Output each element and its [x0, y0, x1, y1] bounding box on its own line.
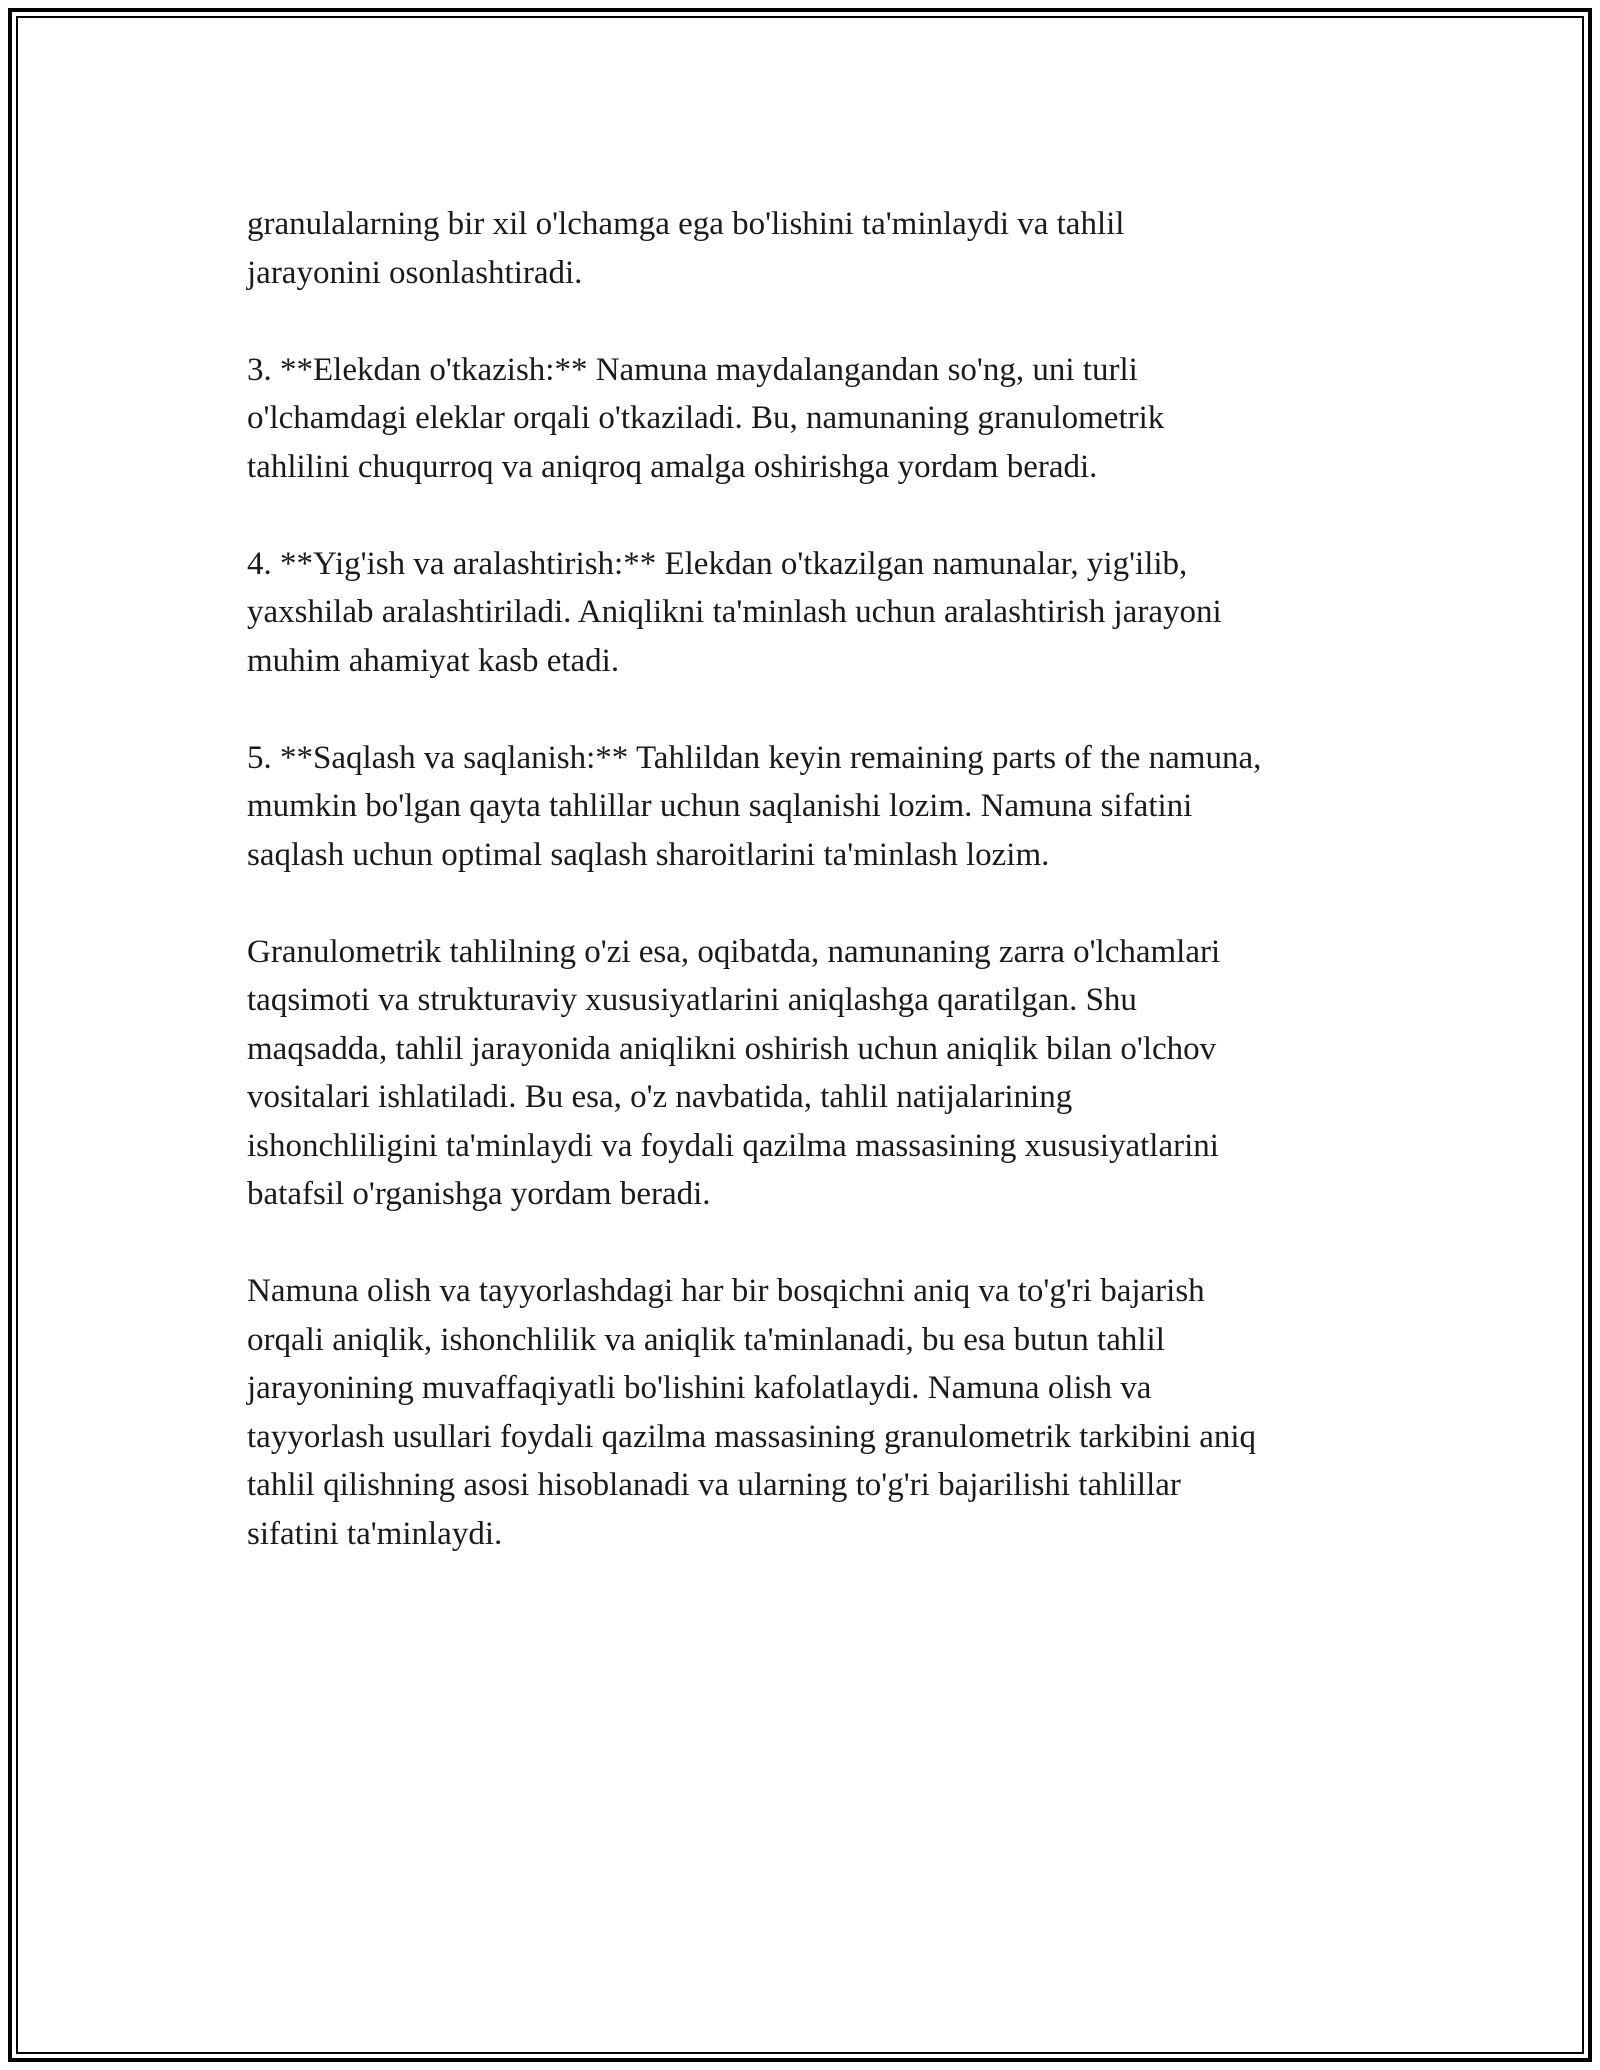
paragraph-granulometric-analysis	[247, 928, 1387, 1219]
text-line: jarayonini osonlashtiradi.	[247, 254, 583, 291]
paragraph-step-5-storage	[247, 734, 1387, 880]
text-line: Namuna olish va tayyorlashdagi har bir bosqichni aniq va to'g'ri bajarish	[247, 1273, 1205, 1309]
text-line: 3. **Elekdan o'tkazish:** Namuna maydalangandan so'ng, uni turli	[247, 351, 1138, 388]
text-line: sifatini ta'minlaydi.	[247, 1515, 503, 1552]
text-line: vositalari ishlatiladi. Bu esa, o'z navbatida, tahlil natijalarining	[247, 1079, 1073, 1115]
page-frame	[8, 8, 1592, 2062]
text-line: jarayonining muvaffaqiyatli bo'lishini kafolatlaydi. Namuna olish va	[247, 1370, 1152, 1406]
text-line: orqali aniqlik, ishonchlilik va aniqlik ta'minlanadi, bu esa butun tahlil	[247, 1321, 1165, 1358]
paragraph-step-3-sieving	[247, 346, 1387, 492]
text-line: ishonchliligini ta'minlaydi va foydali qazilma massasining xususiyatlarini	[247, 1127, 1219, 1164]
text-line: tayyorlash usullari foydali qazilma massasining granulometrik tarkibini aniq	[247, 1418, 1257, 1455]
text-line: saqlash uchun optimal saqlash sharoitlarini ta'minlash lozim.	[247, 836, 1050, 873]
text-line: tahlilini chuqurroq va aniqroq amalga oshirishga yordam beradi.	[247, 448, 1098, 485]
text-line: tahlil qilishning asosi hisoblanadi va ularning to'g'ri bajarilishi tahlillar	[247, 1467, 1181, 1503]
document-body	[247, 200, 1387, 1607]
text-line: 5. **Saqlash va saqlanish:** Tahlildan keyin remaining parts of the namuna,	[247, 739, 1262, 776]
text-line: o'lchamdagi eleklar orqali o'tkaziladi. Bu, namunaning granulometrik	[247, 400, 1165, 436]
paragraph-continuation	[247, 200, 1387, 297]
paragraph-conclusion	[247, 1267, 1387, 1558]
text-line: Granulometrik tahlilning o'zi esa, oqibatda, namunaning zarra o'lchamlari	[247, 933, 1221, 970]
paragraph-step-4-mixing	[247, 540, 1387, 686]
text-line: muhim ahamiyat kasb etadi.	[247, 642, 620, 679]
text-line: taqsimoti va strukturaviy xususiyatlarini aniqlashga qaratilgan. Shu	[247, 982, 1137, 1018]
text-line: 4. **Yig'ish va aralashtirish:** Elekdan o'tkazilgan namunalar, yig'ilib,	[247, 545, 1188, 582]
text-line: yaxshilab aralashtiriladi. Aniqlikni ta'minlash uchun aralashtirish jarayoni	[247, 594, 1222, 630]
text-line: mumkin bo'lgan qayta tahlillar uchun saqlanishi lozim. Namuna sifatini	[247, 788, 1193, 824]
text-line: maqsadda, tahlil jarayonida aniqlikni oshirish uchun aniqlik bilan o'lchov	[247, 1030, 1217, 1067]
text-line: batafsil o'rganishga yordam beradi.	[247, 1176, 711, 1212]
text-line: granulalarning bir xil o'lchamga ega bo'lishini ta'minlaydi va tahlil	[247, 206, 1125, 242]
